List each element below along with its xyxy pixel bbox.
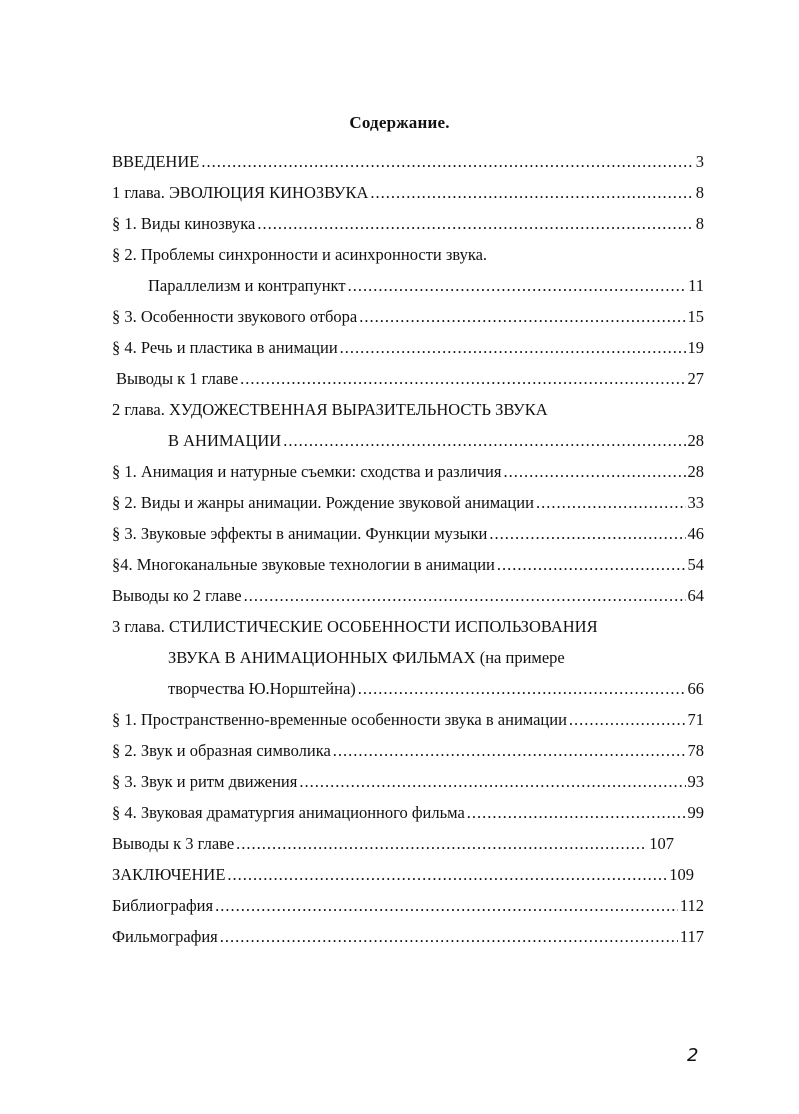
toc-entry-page: 64 — [687, 586, 704, 605]
toc-entry-page: 107 — [649, 834, 674, 853]
toc-entry-text: 3 глава. СТИЛИСТИЧЕСКИЕ ОСОБЕННОСТИ ИСПОЛЬЗОВАНИЯ — [112, 617, 598, 636]
leader-dots — [201, 146, 693, 177]
toc-entry-page: 28 — [687, 431, 704, 450]
toc-entry-text: § 4. Звуковая драматургия анимационного фильма — [112, 803, 465, 822]
toc-entry-page: 66 — [687, 679, 704, 698]
toc-entry-conclusion — [112, 859, 704, 890]
toc-entry-1-2-heading — [112, 239, 704, 270]
toc-entry-filmography — [112, 921, 704, 952]
toc-entry-text: § 2. Виды и жанры анимации. Рождение звуковой анимации — [112, 493, 534, 512]
toc-entry-conclusions-2 — [112, 580, 704, 611]
toc-entry-page: 15 — [687, 307, 704, 326]
toc-entry-text: § 1. Виды кинозвука — [112, 214, 256, 233]
toc-entry-page: 93 — [687, 772, 704, 791]
leader-dots — [236, 828, 647, 859]
toc-entry-text: § 4. Речь и пластика в анимации — [112, 338, 338, 357]
leader-dots — [503, 456, 685, 487]
toc-entry-3-4 — [112, 797, 704, 828]
toc-entry-text: ЗАКЛЮЧЕНИЕ — [112, 865, 226, 884]
leader-dots — [497, 549, 686, 580]
toc-entry-text: ВВЕДЕНИЕ — [112, 152, 200, 171]
leader-dots — [340, 332, 686, 363]
toc-entry-3-1 — [112, 704, 704, 735]
toc-entry-text: §4. Многоканальные звуковые технологии в анимации — [112, 555, 495, 574]
leader-dots — [283, 425, 685, 456]
toc-entry-text: Выводы ко 2 главе — [112, 586, 242, 605]
toc-entry-text: Параллелизм и контрапункт — [148, 276, 346, 295]
toc-entry-1-1 — [112, 208, 704, 239]
toc-entry-text: § 2. Звук и образная символика — [112, 741, 331, 760]
toc-entry-text: 1 глава. ЭВОЛЮЦИЯ КИНОЗВУКА — [112, 183, 369, 202]
toc-entry-conclusions-3 — [112, 828, 704, 859]
toc-entry-page: 33 — [687, 493, 704, 512]
toc-entry-chapter-3 — [112, 673, 704, 704]
toc-entry-text: В АНИМАЦИИ — [168, 431, 282, 450]
leader-dots — [333, 735, 686, 766]
toc-entry-chapter-3-heading — [112, 611, 704, 642]
toc-entry-chapter-2-heading — [112, 394, 704, 425]
toc-entry-intro — [112, 146, 704, 177]
toc-entry-chapter-2 — [112, 425, 704, 456]
toc-entry-2-3 — [112, 518, 704, 549]
toc-entry-1-2 — [112, 270, 704, 301]
toc-entry-page: 19 — [687, 338, 704, 357]
toc-entry-page: 28 — [687, 462, 704, 481]
toc-entry-text: ЗВУКА В АНИМАЦИОННЫХ ФИЛЬМАХ (на примере — [168, 648, 565, 667]
toc-entry-text: Фильмография — [112, 927, 218, 946]
toc-entry-text: § 3. Звуковые эффекты в анимации. Функции музыки — [112, 524, 488, 543]
toc-entry-page: 112 — [679, 896, 704, 915]
toc-entry-chapter-1 — [112, 177, 704, 208]
toc-entry-page: 27 — [687, 369, 704, 388]
leader-dots — [489, 518, 685, 549]
leader-dots — [220, 921, 678, 952]
toc-entry-1-3 — [112, 301, 704, 332]
toc-entry-page: 8 — [695, 214, 704, 233]
toc-entry-3-3 — [112, 766, 704, 797]
leader-dots — [244, 580, 686, 611]
leader-dots — [359, 301, 685, 332]
toc-entry-3-2 — [112, 735, 704, 766]
leader-dots — [536, 487, 686, 518]
toc-entry-text: § 2. Проблемы синхронности и асинхронности звука. — [112, 245, 488, 264]
toc-entry-page: 78 — [687, 741, 704, 760]
toc-entry-text: § 3. Звук и ритм движения — [112, 772, 298, 791]
page-title: Содержание. — [349, 113, 450, 132]
toc-entry-text: Выводы к 1 главе — [116, 369, 239, 388]
leader-dots — [370, 177, 693, 208]
toc-entry-2-1 — [112, 456, 704, 487]
leader-dots — [358, 673, 686, 704]
toc-entry-page: 3 — [695, 152, 704, 171]
leader-dots — [215, 890, 678, 921]
toc-entry-text: § 3. Особенности звукового отбора — [112, 307, 358, 326]
toc-entry-1-4 — [112, 332, 704, 363]
leader-dots — [240, 363, 685, 394]
toc-entry-text: Библиография — [112, 896, 214, 915]
toc-entry-text: Выводы к 3 главе — [112, 834, 235, 853]
toc-entry-page: 8 — [695, 183, 704, 202]
toc-entry-bibliography — [112, 890, 704, 921]
toc-entry-2-2 — [112, 487, 704, 518]
leader-dots — [467, 797, 686, 828]
toc-entry-page: 109 — [669, 865, 694, 884]
toc-entry-conclusions-1 — [112, 363, 704, 394]
toc-entry-text: творчества Ю.Норштейна) — [168, 679, 356, 698]
toc-entry-page: 71 — [687, 710, 704, 729]
toc-entry-2-4 — [112, 549, 704, 580]
leader-dots — [348, 270, 687, 301]
toc-entry-page: 11 — [688, 276, 704, 295]
table-of-contents — [112, 146, 704, 952]
toc-entry-page: 99 — [687, 803, 704, 822]
page-number: 2 — [687, 1045, 699, 1066]
toc-entry-text: 2 глава. ХУДОЖЕСТВЕННАЯ ВЫРАЗИТЕЛЬНОСТЬ ЗВУКА — [112, 400, 548, 419]
leader-dots — [299, 766, 685, 797]
toc-entry-text: § 1. Анимация и натурные съемки: сходства и различия — [112, 462, 502, 481]
toc-entry-text: § 1. Пространственно-временные особенности звука в анимации — [112, 710, 567, 729]
toc-entry-page: 54 — [687, 555, 704, 574]
toc-entry-chapter-3-heading-2 — [112, 642, 704, 673]
leader-dots — [227, 859, 667, 890]
toc-entry-page: 117 — [679, 927, 704, 946]
leader-dots — [569, 704, 686, 735]
toc-entry-page: 46 — [687, 524, 704, 543]
leader-dots — [257, 208, 693, 239]
